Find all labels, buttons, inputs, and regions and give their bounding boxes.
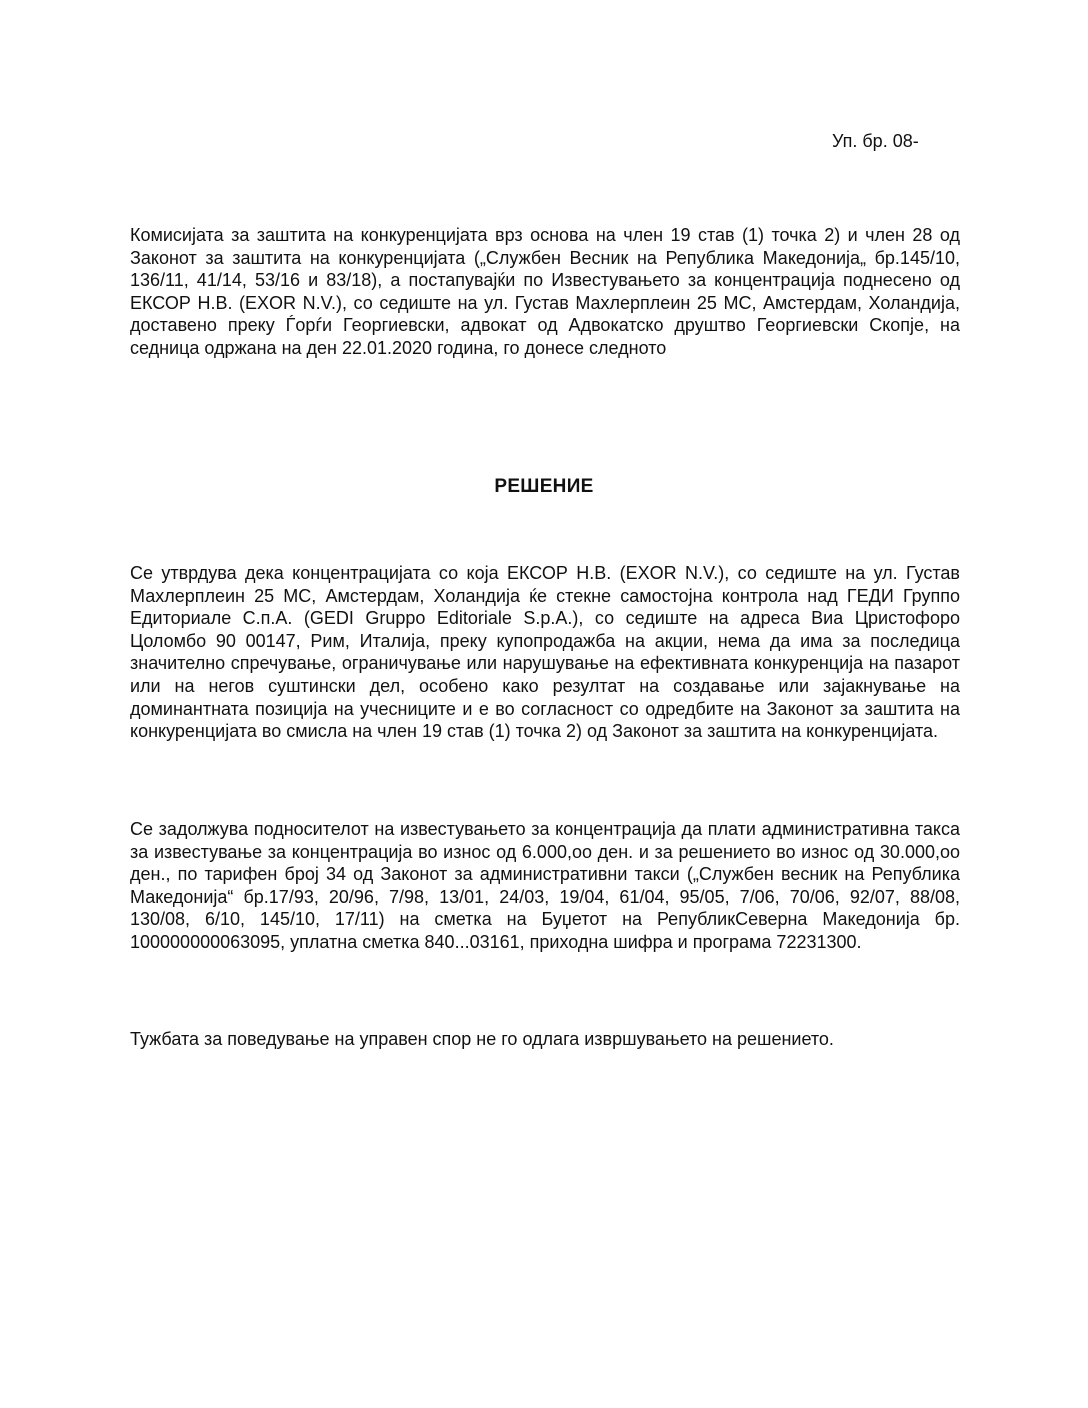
decision-heading: РЕШЕНИЕ xyxy=(494,476,594,497)
decision-paragraph-1: Се утврдува дека концентрацијата со која ЕКСОР Н.В. (EXOR N.V.), со седиште на ул. Густав Махлерплеин 25 МС, Амстердам, Холандија ќе стекне самостојна контрола над ГЕДИ Группо Едиториале С.п.А. (GEDI Gruppo Editoriale S.p.A.), со седиште на адреса Виа Цристофоро Цоломбо 90 00147, Рим, Италија, преку купопродажба на акции, нема да има за последица значително спречување, ограничување или нарушување на ефективната конкуренција на пазарот или на негов суштински дел, особено како резултат на создавање или зајакнување на доминантната позиција на учесниците и е во согласност со одредбите на Законот за заштита на конкуренцијата во смисла на член 19 став (1) точка 2) од Законот за заштита на конкуренцијата. xyxy=(130,563,960,742)
decision-paragraph-2: Се задолжува подносителот на известувањето за концентрација да плати административна такса за известување за концентрација во износ од 6.000,оо ден. и за решението во износ од 30.000,оо ден., по тарифен број 34 од Законот за административни такси („Службен весник на Република Македонија“ бр.17/93, 20/96, 7/98, 13/01, 24/03, 19/04, 61/04, 95/05, 7/06, 70/06, 92/07, 88/08, 130/08, 6/10, 145/10, 17/11) на сметка на Буџетот на РепубликСеверна Македонија бр. 100000000063095, уплатна сметка 840...03161, приходна шифра и програма 72231300. xyxy=(130,819,960,952)
decision-paragraph-3: Тужбата за поведување на управен спор не го одлага извршувањето на решението. xyxy=(130,1029,834,1049)
reference-number: Уп. бр. 08- xyxy=(832,131,919,151)
intro-paragraph: Комисијата за заштита на конкуренцијата врз основа на член 19 став (1) точка 2) и член 28 од Законот за заштита на конкуренцијата („Службен Весник на Република Македонија„ бр.145/10, 136/11, 41/14, 53/16 и 83/18), а постапувајќи по Известувањето за концентрација поднесено од ЕКСОР Н.В. (EXOR N.V.), со седиште на ул. Густав Махлерплеин 25 МС, Амстердам, Холандија, доставено преку Ѓорѓи Георгиевски, адвокат од Адвокатско друштво Георгиевски Скопје, на седница одржана на ден 22.01.2020 година, го донесе следното xyxy=(130,225,960,358)
